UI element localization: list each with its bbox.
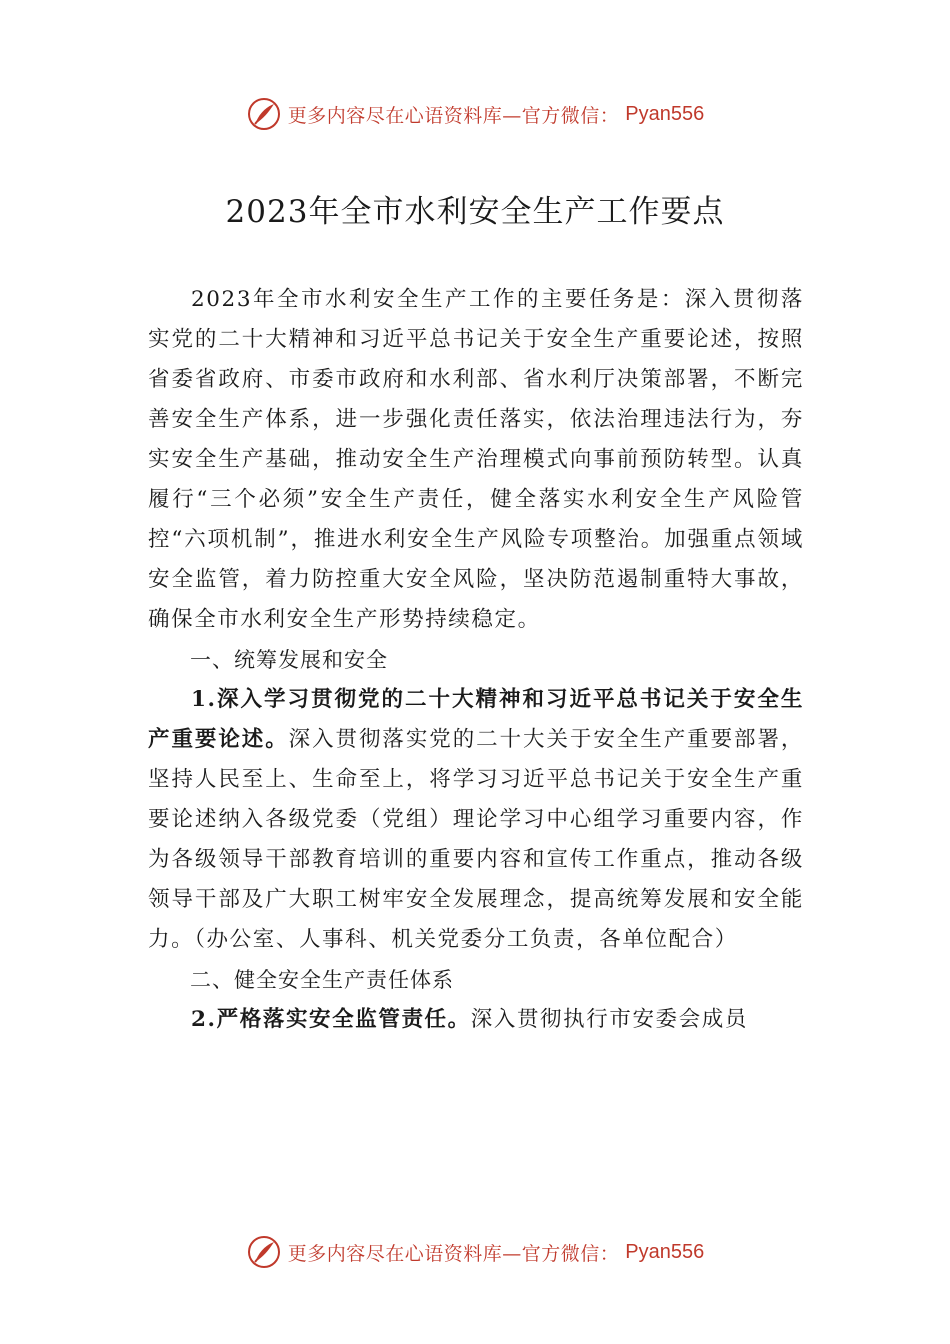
quill-leaf-logo-icon: [246, 1234, 282, 1270]
watermark-bottom: [0, 1232, 950, 1272]
item-1-body: 深入贯彻落实党的二十大关于安全生产重要部署，坚持人民至上、生命至上，将学习习近平总书记关于安全生产重要论述纳入各级党委（党组）理论学习中心组学习重要内容，作为各级领导干部教育培训的重要内容和宣传工作重点，推动各级领导干部及广大职工树牢安全发展理念，提高统筹发展和安全能力。（办公室、人事科、机关党委分工负责，各单位配合）: [148, 727, 805, 952]
watermark-top: [0, 94, 950, 134]
section-2-heading: 二、健全安全生产责任体系: [190, 968, 454, 992]
document-title: 2023年全市水利安全生产工作要点: [225, 194, 725, 230]
item-2-body: 深入贯彻执行市安委会成员: [470, 1007, 748, 1032]
item-1-paragraph: [148, 680, 804, 960]
document-body: [148, 280, 804, 1040]
quill-leaf-logo-icon: [246, 96, 282, 132]
item-2-paragraph: [148, 1000, 804, 1040]
watermark-wechat-id: Pyan556: [625, 1240, 705, 1263]
item-1-lead: 1.深入学习贯彻党的二十大精神和习近平总书记关于安全生产重要论述。: [148, 687, 804, 752]
intro-paragraph: 2023年全市水利安全生产工作的主要任务是：深入贯彻落实党的二十大精神和习近平总书记关于安全生产重要论述，按照省委省政府、市委市政府和水利部、省水利厅决策部署，不断完善安全生产体系，进一步强化责任落实，依法治理违法行为，夯实安全生产基础，推动安全生产治理模式向事前预防转型。认真履行“三个必须”安全生产责任，健全落实水利安全生产风险管控“六项机制”，推进水利安全生产风险专项整治。加强重点领域安全监管，着力防控重大安全风险，坚决防范遏制重特大事故，确保全市水利安全生产形势持续稳定。: [148, 287, 804, 632]
watermark-wechat-id: Pyan556: [625, 102, 705, 125]
watermark-text: 更多内容尽在心语资料库—官方微信：: [287, 104, 620, 127]
section-1-heading: 一、统筹发展和安全: [190, 648, 388, 672]
item-2-lead: 2.严格落实安全监管责任。: [191, 1007, 471, 1032]
watermark-text: 更多内容尽在心语资料库—官方微信：: [287, 1242, 620, 1265]
